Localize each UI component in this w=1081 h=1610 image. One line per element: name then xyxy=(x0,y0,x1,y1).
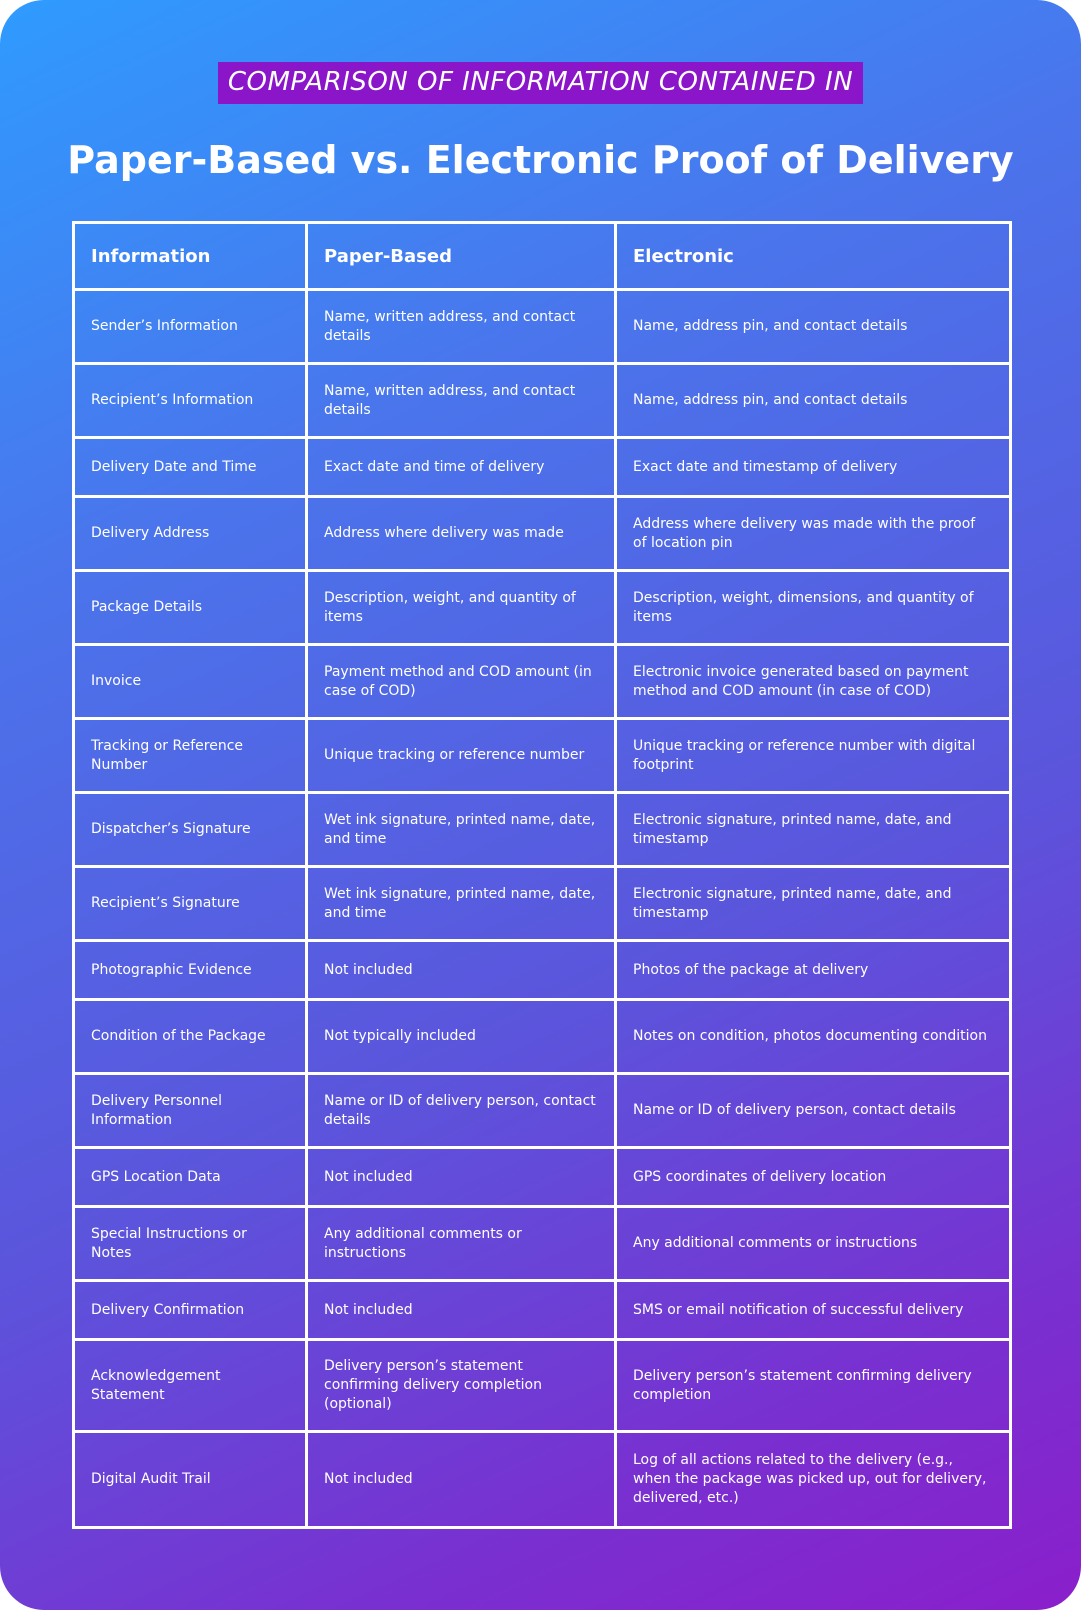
paper-cell: Any additional comments or instructions xyxy=(307,1207,616,1281)
electronic-cell: Unique tracking or reference number with digital footprint xyxy=(616,719,1011,793)
paper-cell: Exact date and time of delivery xyxy=(307,438,616,497)
table-header-row xyxy=(74,223,1011,290)
paper-cell: Not included xyxy=(307,1281,616,1340)
row-label-cell: Delivery Date and Time xyxy=(74,438,307,497)
row-label-cell: Dispatcher’s Signature xyxy=(74,793,307,867)
row-label-cell: Photographic Evidence xyxy=(74,941,307,1000)
table-row xyxy=(74,719,1011,793)
column-header-electronic: Electronic xyxy=(616,223,1011,290)
electronic-cell: Name or ID of delivery person, contact details xyxy=(616,1074,1011,1148)
electronic-cell: Any additional comments or instructions xyxy=(616,1207,1011,1281)
table-row xyxy=(74,364,1011,438)
electronic-cell: Delivery person’s statement confirming delivery completion xyxy=(616,1340,1011,1432)
electronic-cell: SMS or email notification of successful delivery xyxy=(616,1281,1011,1340)
paper-cell: Not typically included xyxy=(307,1000,616,1074)
table-row xyxy=(74,1432,1011,1528)
row-label-cell: Sender’s Information xyxy=(74,290,307,364)
paper-cell: Not included xyxy=(307,1432,616,1528)
table-row xyxy=(74,1281,1011,1340)
paper-cell: Not included xyxy=(307,941,616,1000)
table-row xyxy=(74,438,1011,497)
paper-cell: Wet ink signature, printed name, date, and time xyxy=(307,793,616,867)
row-label-cell: Condition of the Package xyxy=(74,1000,307,1074)
row-label-cell: Recipient’s Signature xyxy=(74,867,307,941)
row-label-cell: Digital Audit Trail xyxy=(74,1432,307,1528)
electronic-cell: Electronic signature, printed name, date, and timestamp xyxy=(616,793,1011,867)
electronic-cell: Photos of the package at delivery xyxy=(616,941,1011,1000)
row-label-cell: Tracking or Reference Number xyxy=(74,719,307,793)
electronic-cell: Notes on condition, photos documenting condition xyxy=(616,1000,1011,1074)
electronic-cell: Log of all actions related to the delivery (e.g., when the package was picked up, out for delivery, delivered, etc.) xyxy=(616,1432,1011,1528)
electronic-cell: Description, weight, dimensions, and quantity of items xyxy=(616,571,1011,645)
paper-cell: Wet ink signature, printed name, date, and time xyxy=(307,867,616,941)
paper-cell: Address where delivery was made xyxy=(307,497,616,571)
paper-cell: Payment method and COD amount (in case of COD) xyxy=(307,645,616,719)
row-label-cell: Delivery Personnel Information xyxy=(74,1074,307,1148)
row-label-cell: GPS Location Data xyxy=(74,1148,307,1207)
table-row xyxy=(74,1000,1011,1074)
paper-cell: Name, written address, and contact details xyxy=(307,364,616,438)
table-row xyxy=(74,1340,1011,1432)
table-row xyxy=(74,793,1011,867)
row-label-cell: Invoice xyxy=(74,645,307,719)
paper-cell: Not included xyxy=(307,1148,616,1207)
row-label-cell: Special Instructions or Notes xyxy=(74,1207,307,1281)
row-label-cell: Package Details xyxy=(74,571,307,645)
row-label-cell: Delivery Confirmation xyxy=(74,1281,307,1340)
electronic-cell: Name, address pin, and contact details xyxy=(616,364,1011,438)
kicker-label: COMPARISON OF INFORMATION CONTAINED IN xyxy=(218,62,863,104)
table-row xyxy=(74,645,1011,719)
paper-cell: Name or ID of delivery person, contact details xyxy=(307,1074,616,1148)
electronic-cell: GPS coordinates of delivery location xyxy=(616,1148,1011,1207)
column-header-information: Information xyxy=(74,223,307,290)
table-row xyxy=(74,497,1011,571)
table-row xyxy=(74,571,1011,645)
table-row xyxy=(74,1074,1011,1148)
row-label-cell: Acknowledgement Statement xyxy=(74,1340,307,1432)
row-label-cell: Delivery Address xyxy=(74,497,307,571)
electronic-cell: Exact date and timestamp of delivery xyxy=(616,438,1011,497)
table-row xyxy=(74,1207,1011,1281)
electronic-cell: Address where delivery was made with the proof of location pin xyxy=(616,497,1011,571)
column-header-paper-based: Paper-Based xyxy=(307,223,616,290)
electronic-cell: Electronic signature, printed name, date, and timestamp xyxy=(616,867,1011,941)
paper-cell: Delivery person’s statement confirming delivery completion (optional) xyxy=(307,1340,616,1432)
electronic-cell: Name, address pin, and contact details xyxy=(616,290,1011,364)
page-title: Paper-Based vs. Electronic Proof of Delivery xyxy=(67,138,1014,182)
table-row xyxy=(74,1148,1011,1207)
comparison-table xyxy=(72,221,1012,1529)
paper-cell: Name, written address, and contact details xyxy=(307,290,616,364)
table-row xyxy=(74,941,1011,1000)
kicker-wrap xyxy=(0,62,1081,104)
paper-cell: Description, weight, and quantity of items xyxy=(307,571,616,645)
table-row xyxy=(74,867,1011,941)
electronic-cell: Electronic invoice generated based on payment method and COD amount (in case of COD) xyxy=(616,645,1011,719)
table-row xyxy=(74,290,1011,364)
row-label-cell: Recipient’s Information xyxy=(74,364,307,438)
paper-cell: Unique tracking or reference number xyxy=(307,719,616,793)
